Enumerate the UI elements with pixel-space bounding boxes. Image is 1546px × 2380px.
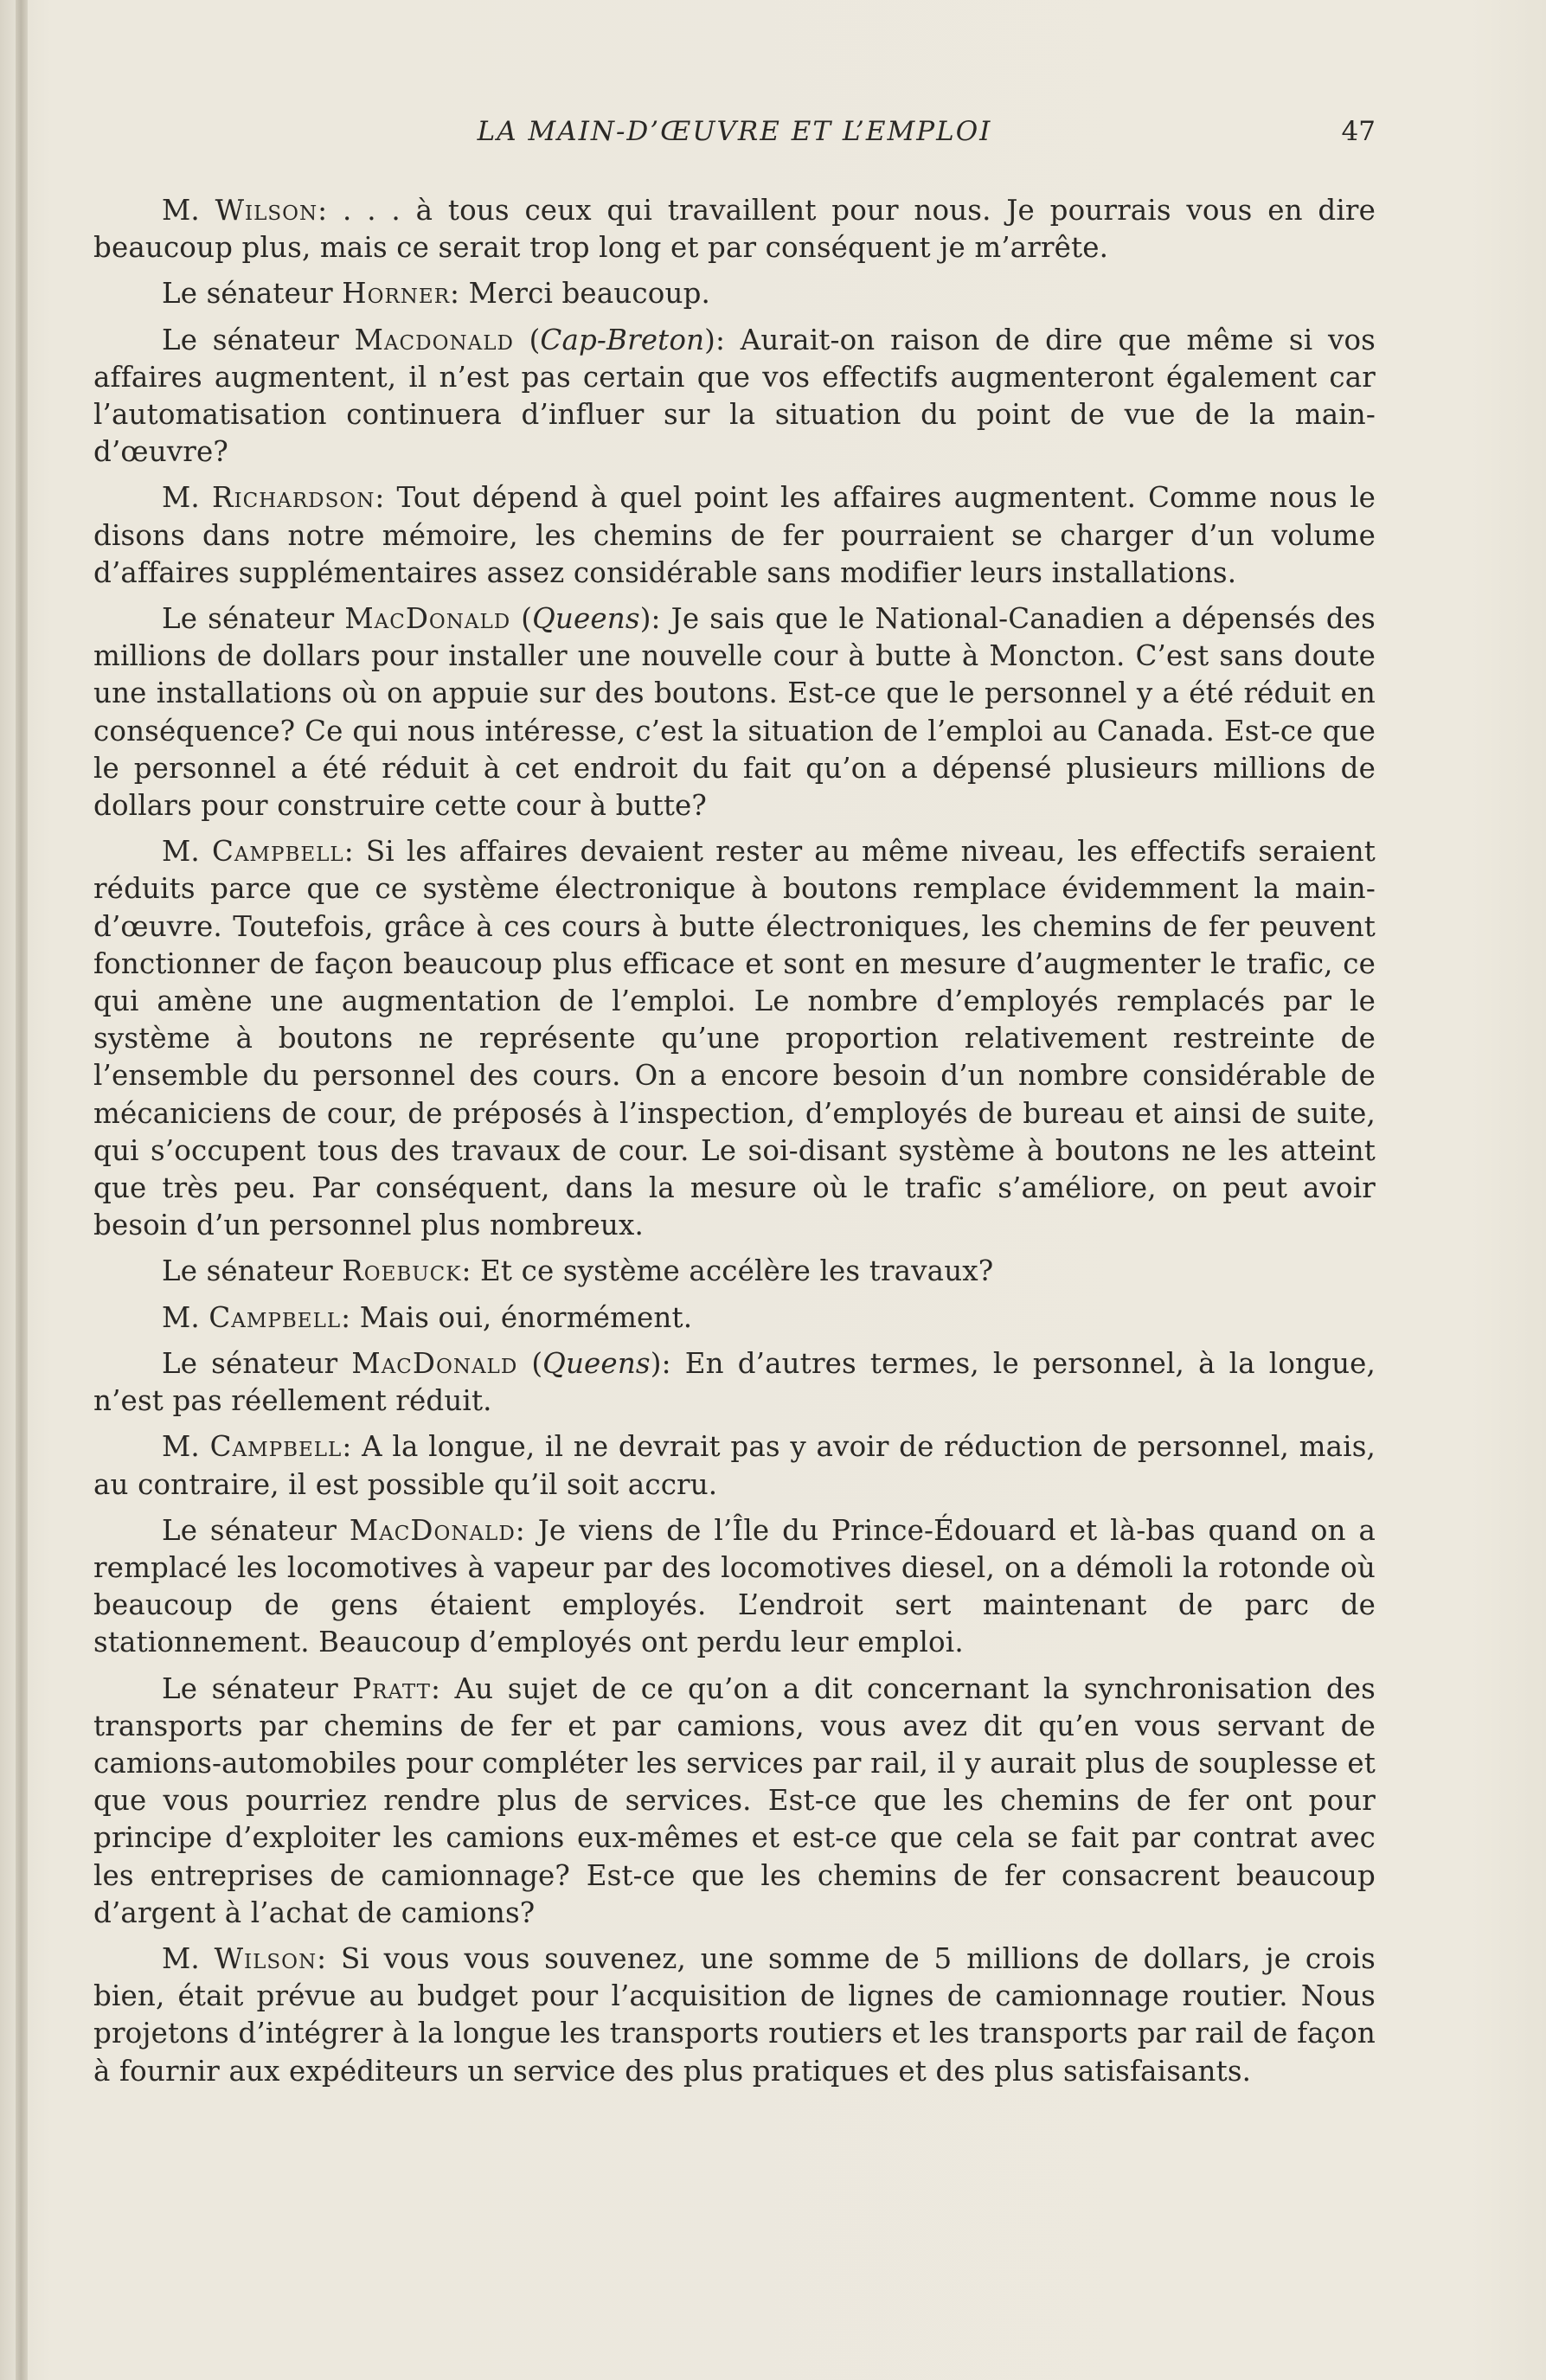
speech-text: Tout dépend à quel point les affaires augmentent. Comme nous le disons dans notre mémoire, les chemins de fer pourraient se charger d’un volume d’affaires supplémentaires assez considérable sans modifier leurs installations. <box>93 481 1376 589</box>
speaker-title: M. <box>162 1430 200 1464</box>
speech-text: A la longue, il ne devrait pas y avoir de réduction de personnel, mais, au contraire, il est possible qu’il soit accru. <box>93 1430 1376 1501</box>
speaker-riding: Cap-Breton <box>540 323 705 356</box>
paragraph-13 <box>93 1941 1376 2090</box>
speaker-name: Macdonald <box>354 323 514 356</box>
paragraph-7 <box>93 1253 1376 1290</box>
speaker-name: Campbell <box>208 1300 342 1334</box>
paragraph-4 <box>93 479 1376 592</box>
speaker-name: MacDonald <box>351 1346 518 1380</box>
speaker-title: M. <box>162 1941 200 1975</box>
paragraph-3: Le sénateur Macdonald (Cap-Breton): Aurait-on raison de dire que même si vos affaires augmentent, il n’est pas certain que vos effectifs augmenteront également car l’automatisation continuera d’influer sur la situation du point de vue de la main-d’œuvre? <box>93 323 1376 469</box>
speaker-name: MacDonald <box>344 602 511 636</box>
speaker-riding: Queens <box>532 602 640 636</box>
paragraph-11 <box>93 1512 1376 1662</box>
text-body <box>93 192 1376 2099</box>
page-header <box>93 116 1376 154</box>
binding-edge <box>16 0 28 2380</box>
paragraph-10 <box>93 1428 1376 1503</box>
speaker-colon: : <box>375 481 385 515</box>
speaker-title: Le sénateur <box>162 1254 333 1288</box>
paragraph-12 <box>93 1671 1376 1932</box>
speaker-title: Le sénateur <box>162 602 335 636</box>
speaker-title: M. <box>162 835 200 869</box>
speaker-colon: : <box>342 1430 352 1464</box>
speech-text: Si les affaires devaient rester au même niveau, les effectifs seraient réduits parce que ce système électronique à boutons remplace évidemment la main-d’œuvre. Toutefois, grâce à ces cours à butte électroniques, les chemins de fer peuvent fonctionner de façon beaucoup plus efficace et sont en mesure d’augmenter le trafic, ce qui amène une augmentation de l’emploi. Le nombre d’employés remplacés par le système à boutons ne représente qu’une proportion relativement restreinte de l’ensemble du personnel des cours. On a encore besoin d’un nombre considérable de mécaniciens de cour, de préposés à l’inspection, d’employés de bureau et ainsi de suite, qui s’occupent tous des travaux de cour. Le soi-disant système à boutons ne les atteint que très peu. Par conséquent, dans la mesure où le trafic s’améliore, on peut avoir besoin d’un personnel plus nombreux. <box>93 835 1376 1242</box>
speaker-colon: : <box>317 1941 327 1975</box>
speech-text: Et ce système accélère les travaux? <box>471 1254 994 1288</box>
speaker-title: Le sénateur <box>162 1346 338 1380</box>
speech-text: Au sujet de ce qu’on a dit concernant la synchronisation des transports par chemins de fer et par camions, vous avez dit qu’en vous servant de camions-automobiles pour compléter les services par rail, il y aurait plus de souplesse et que vous pourriez rendre plus de services. Est-ce que les chemins de fer ont pour principe d’exploiter les camions eux-mêmes et est-ce que cela se fait par contrat avec les entreprises de camionnage? Est-ce que les chemins de fer consacrent beaucoup d’argent à l’achat de camions? <box>93 1671 1376 1929</box>
paragraph-9: Le sénateur MacDonald (Queens): En d’autres termes, le personnel, à la longue, n’est pas réellement réduit. <box>93 1346 1376 1418</box>
speech-text: Si vous vous souvenez, une somme de 5 millions de dollars, je crois bien, était prévue au budget pour l’acquisition de lignes de camionnage routier. Nous projetons d’intégrer à la longue les transports routiers et les transports par rail de façon à fournir aux expéditeurs un service des plus pratiques et des plus satisfaisants. <box>93 1941 1376 2088</box>
speaker-name: MacDonald <box>349 1513 516 1547</box>
speech-text: . . . à tous ceux qui travaillent pour nous. Je pourrais vous en dire beaucoup plus, mais ce serait trop long et par conséquent je m’arrête. <box>93 194 1376 265</box>
speech-text: Je sais que le National-Canadien a dépensés des millions de dollars pour installer une nouvelle cour à butte à Moncton. C’est sans doute une installations où on appuie sur des boutons. Est-ce que le personnel y a été réduit en conséquence? Ce qui nous intéresse, c’est la situation de l’emploi au Canada. Est-ce que le personnel a été réduit à cet endroit du fait qu’on a dépensé plusieurs millions de dollars pour construire cette cour à butte? <box>93 602 1376 823</box>
page-number: 47 <box>1341 116 1376 147</box>
speaker-name: Wilson <box>214 1941 318 1975</box>
speaker-riding: Queens <box>542 1346 651 1380</box>
paragraph-6 <box>93 833 1376 1244</box>
speaker-colon: : <box>343 835 354 869</box>
speaker-name: Wilson <box>215 194 318 227</box>
speaker-title: M. <box>162 481 200 515</box>
speech-text: Merci beaucoup. <box>459 277 711 311</box>
speaker-title: Le sénateur <box>162 1671 338 1705</box>
paragraph-8 <box>93 1299 1376 1337</box>
speaker-colon: : <box>515 1513 525 1547</box>
speaker-colon: : <box>430 1671 441 1705</box>
speaker-title: Le sénateur <box>162 323 339 356</box>
speaker-name: Horner <box>342 277 451 311</box>
speech-text: En d’autres termes, le personnel, à la longue, n’est pas réellement réduit. <box>93 1346 1376 1418</box>
speaker-name: Richardson <box>212 481 375 515</box>
paragraph-5: Le sénateur MacDonald (Queens): Je sais que le National-Canadien a dépensés des millions de dollars pour installer une nouvelle cour à butte à Moncton. C’est sans doute une installations où on appuie sur des boutons. Est-ce que le personnel y a été réduit en conséquence? Ce qui nous intéresse, c’est la situation de l’emploi au Canada. Est-ce que le personnel a été réduit à cet endroit du fait qu’on a dépensé plusieurs millions de dollars pour construire cette cour à butte? <box>93 602 1376 823</box>
speech-text: Mais oui, énormément. <box>350 1300 693 1334</box>
speaker-colon: : <box>450 277 460 311</box>
paragraph-1 <box>93 192 1376 266</box>
speaker-title: M. <box>162 1300 200 1334</box>
speaker-title: Le sénateur <box>162 1513 337 1547</box>
speaker-name: Roebuck <box>342 1254 462 1288</box>
speaker-colon: : <box>341 1300 351 1334</box>
speaker-name: Pratt <box>352 1671 431 1705</box>
running-title: LA MAIN-D’ŒUVRE ET L’EMPLOI <box>477 116 992 147</box>
paragraph-2 <box>93 275 1376 312</box>
speech-text: Aurait-on raison de dire que même si vos affaires augmentent, il n’est pas certain que vos effectifs augmenteront également car l’automatisation continuera d’influer sur la situation du point de vue de la main-d’œuvre? <box>93 323 1376 469</box>
speaker-colon: : <box>461 1254 471 1288</box>
speaker-name: Campbell <box>211 835 344 869</box>
speaker-name: Campbell <box>209 1430 343 1464</box>
speaker-title: M. <box>162 194 200 227</box>
speaker-colon: : <box>318 194 328 227</box>
speaker-title: Le sénateur <box>162 277 333 311</box>
speech-text: Je viens de l’Île du Prince-Édouard et là-bas quand on a remplacé les locomotives à vapeur par des locomotives diesel, on a démoli la rotonde où beaucoup de gens étaient employés. L’endroit sert maintenant de parc de stationnement. Beaucoup d’employés ont perdu leur emploi. <box>93 1513 1376 1659</box>
